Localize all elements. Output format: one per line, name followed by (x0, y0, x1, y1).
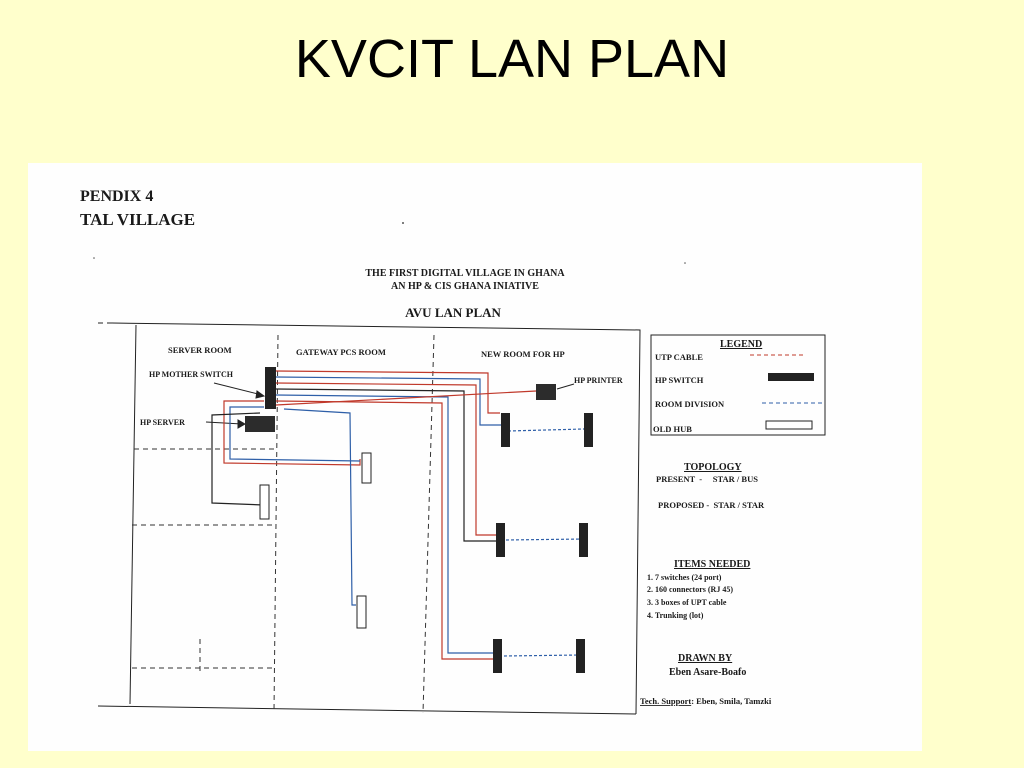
items-needed-title: ITEMS NEEDED (674, 559, 751, 570)
hp-server (245, 416, 275, 432)
topology-proposed: PROPOSED - STAR / STAR (658, 500, 765, 510)
village-heading: TAL VILLAGE (80, 210, 196, 229)
legend-item-switch: HP SWITCH (655, 375, 704, 385)
legend (651, 335, 825, 435)
tech-support-label: Tech. Support (640, 696, 692, 706)
legend-title: LEGEND (720, 339, 763, 350)
legend-switch-swatch (768, 373, 814, 381)
topology-title: TOPOLOGY (684, 462, 742, 473)
legend-item-utp: UTP CABLE (655, 352, 703, 362)
hp-switch (501, 413, 510, 447)
new-room-switches (493, 413, 593, 673)
drawn-by-name: Eben Asare-Boafo (669, 667, 747, 678)
hp-printer (536, 384, 556, 400)
hp-switch (576, 639, 585, 673)
tech-support-names: : Eben, Smila, Tamzki (691, 696, 772, 706)
lan-diagram (28, 163, 922, 751)
room-divisions (132, 335, 434, 713)
server-label: HP SERVER (140, 418, 185, 427)
room-label-gateway: GATEWAY PCS ROOM (296, 347, 386, 357)
drawn-by-title: DRAWN BY (678, 653, 733, 664)
items-needed-3: 3. 3 boxes of UPT cable (647, 598, 727, 607)
subtitle-line1: THE FIRST DIGITAL VILLAGE IN GHANA (365, 268, 565, 279)
old-hub (260, 485, 269, 519)
mother-switch-label: HP MOTHER SWITCH (149, 370, 234, 379)
subtitle-line2: AN HP & CIS GHANA INIATIVE (391, 281, 539, 292)
room-label-new-room: NEW ROOM FOR HP (481, 349, 565, 359)
tech-support-line (640, 696, 772, 706)
new-room-links (504, 429, 584, 656)
room-label-server: SERVER ROOM (168, 345, 232, 355)
appendix-heading: PENDIX 4 (80, 188, 154, 205)
scanned-lan-plan (28, 163, 922, 751)
old-hub (357, 596, 366, 628)
topology-present: PRESENT - STAR / BUS (656, 474, 758, 484)
hp-switch (493, 639, 502, 673)
hp-switch (579, 523, 588, 557)
printer-label: HP PRINTER (574, 376, 623, 385)
legend-hub-swatch (766, 421, 812, 429)
items-needed-1: 1. 7 switches (24 port) (647, 573, 722, 582)
hp-switch (496, 523, 505, 557)
items-needed-2: 2. 160 connectors (RJ 45) (647, 585, 733, 594)
plan-frame (98, 323, 640, 714)
old-hub (362, 453, 371, 483)
legend-item-division: ROOM DIVISION (655, 399, 725, 409)
hp-mother-switch (265, 367, 276, 409)
legend-item-hub: OLD HUB (653, 424, 692, 434)
hp-switch (584, 413, 593, 447)
items-needed-4: 4. Trunking (lot) (647, 611, 704, 620)
plan-title: AVU LAN PLAN (405, 305, 501, 320)
slide-title: KVCIT LAN PLAN (294, 29, 730, 89)
